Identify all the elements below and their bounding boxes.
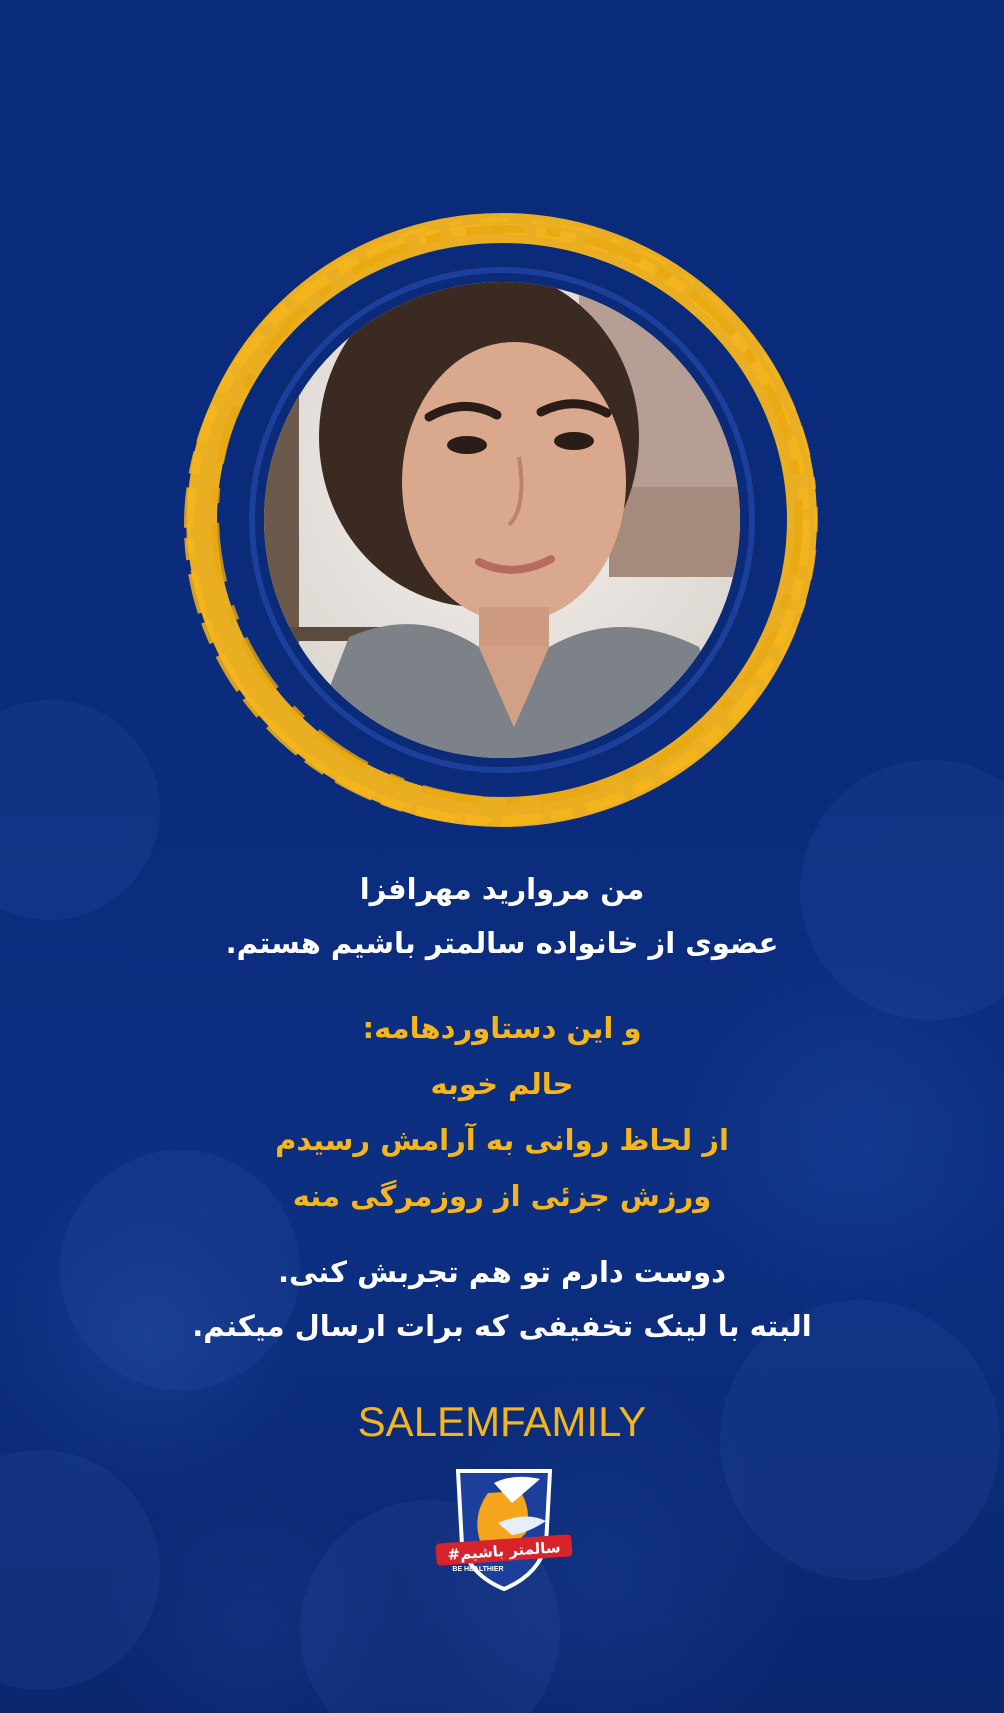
bokeh-circle <box>0 1450 160 1690</box>
invite-line-2: البته با لینک تخفیفی که برات ارسال میکنم. <box>192 1309 812 1343</box>
achievements-heading: و این دستاوردهامه: <box>362 1011 642 1045</box>
achievement-item: حالم خوبه <box>430 1067 574 1101</box>
brush-ring-graphic <box>179 207 825 833</box>
achievement-item: از لحاظ روانی به آرامش رسیدم <box>275 1123 729 1157</box>
intro-member-line: عضوی از خانواده سالمتر باشیم هستم. <box>225 926 779 960</box>
intro-name-line: من مروارید مهرافزا <box>359 872 645 906</box>
intro-section <box>0 862 1004 970</box>
discount-code: SALEMFAMILY <box>357 1398 647 1445</box>
invite-line-1: دوست دارم تو هم تجربش کنی. <box>277 1255 727 1289</box>
profile-photo-frame <box>179 207 825 833</box>
logo-hashtag: #سالمتر باشیم <box>446 1538 562 1564</box>
logo-tagline: BE HEALTHIER <box>452 1566 504 1573</box>
brand-logo <box>428 1463 580 1593</box>
achievements-section <box>0 1000 1004 1224</box>
achievement-item: ورزش جزئی از روزمرگی منه <box>292 1179 712 1213</box>
invite-section <box>0 1245 1004 1353</box>
shield-logo-icon <box>428 1463 580 1593</box>
